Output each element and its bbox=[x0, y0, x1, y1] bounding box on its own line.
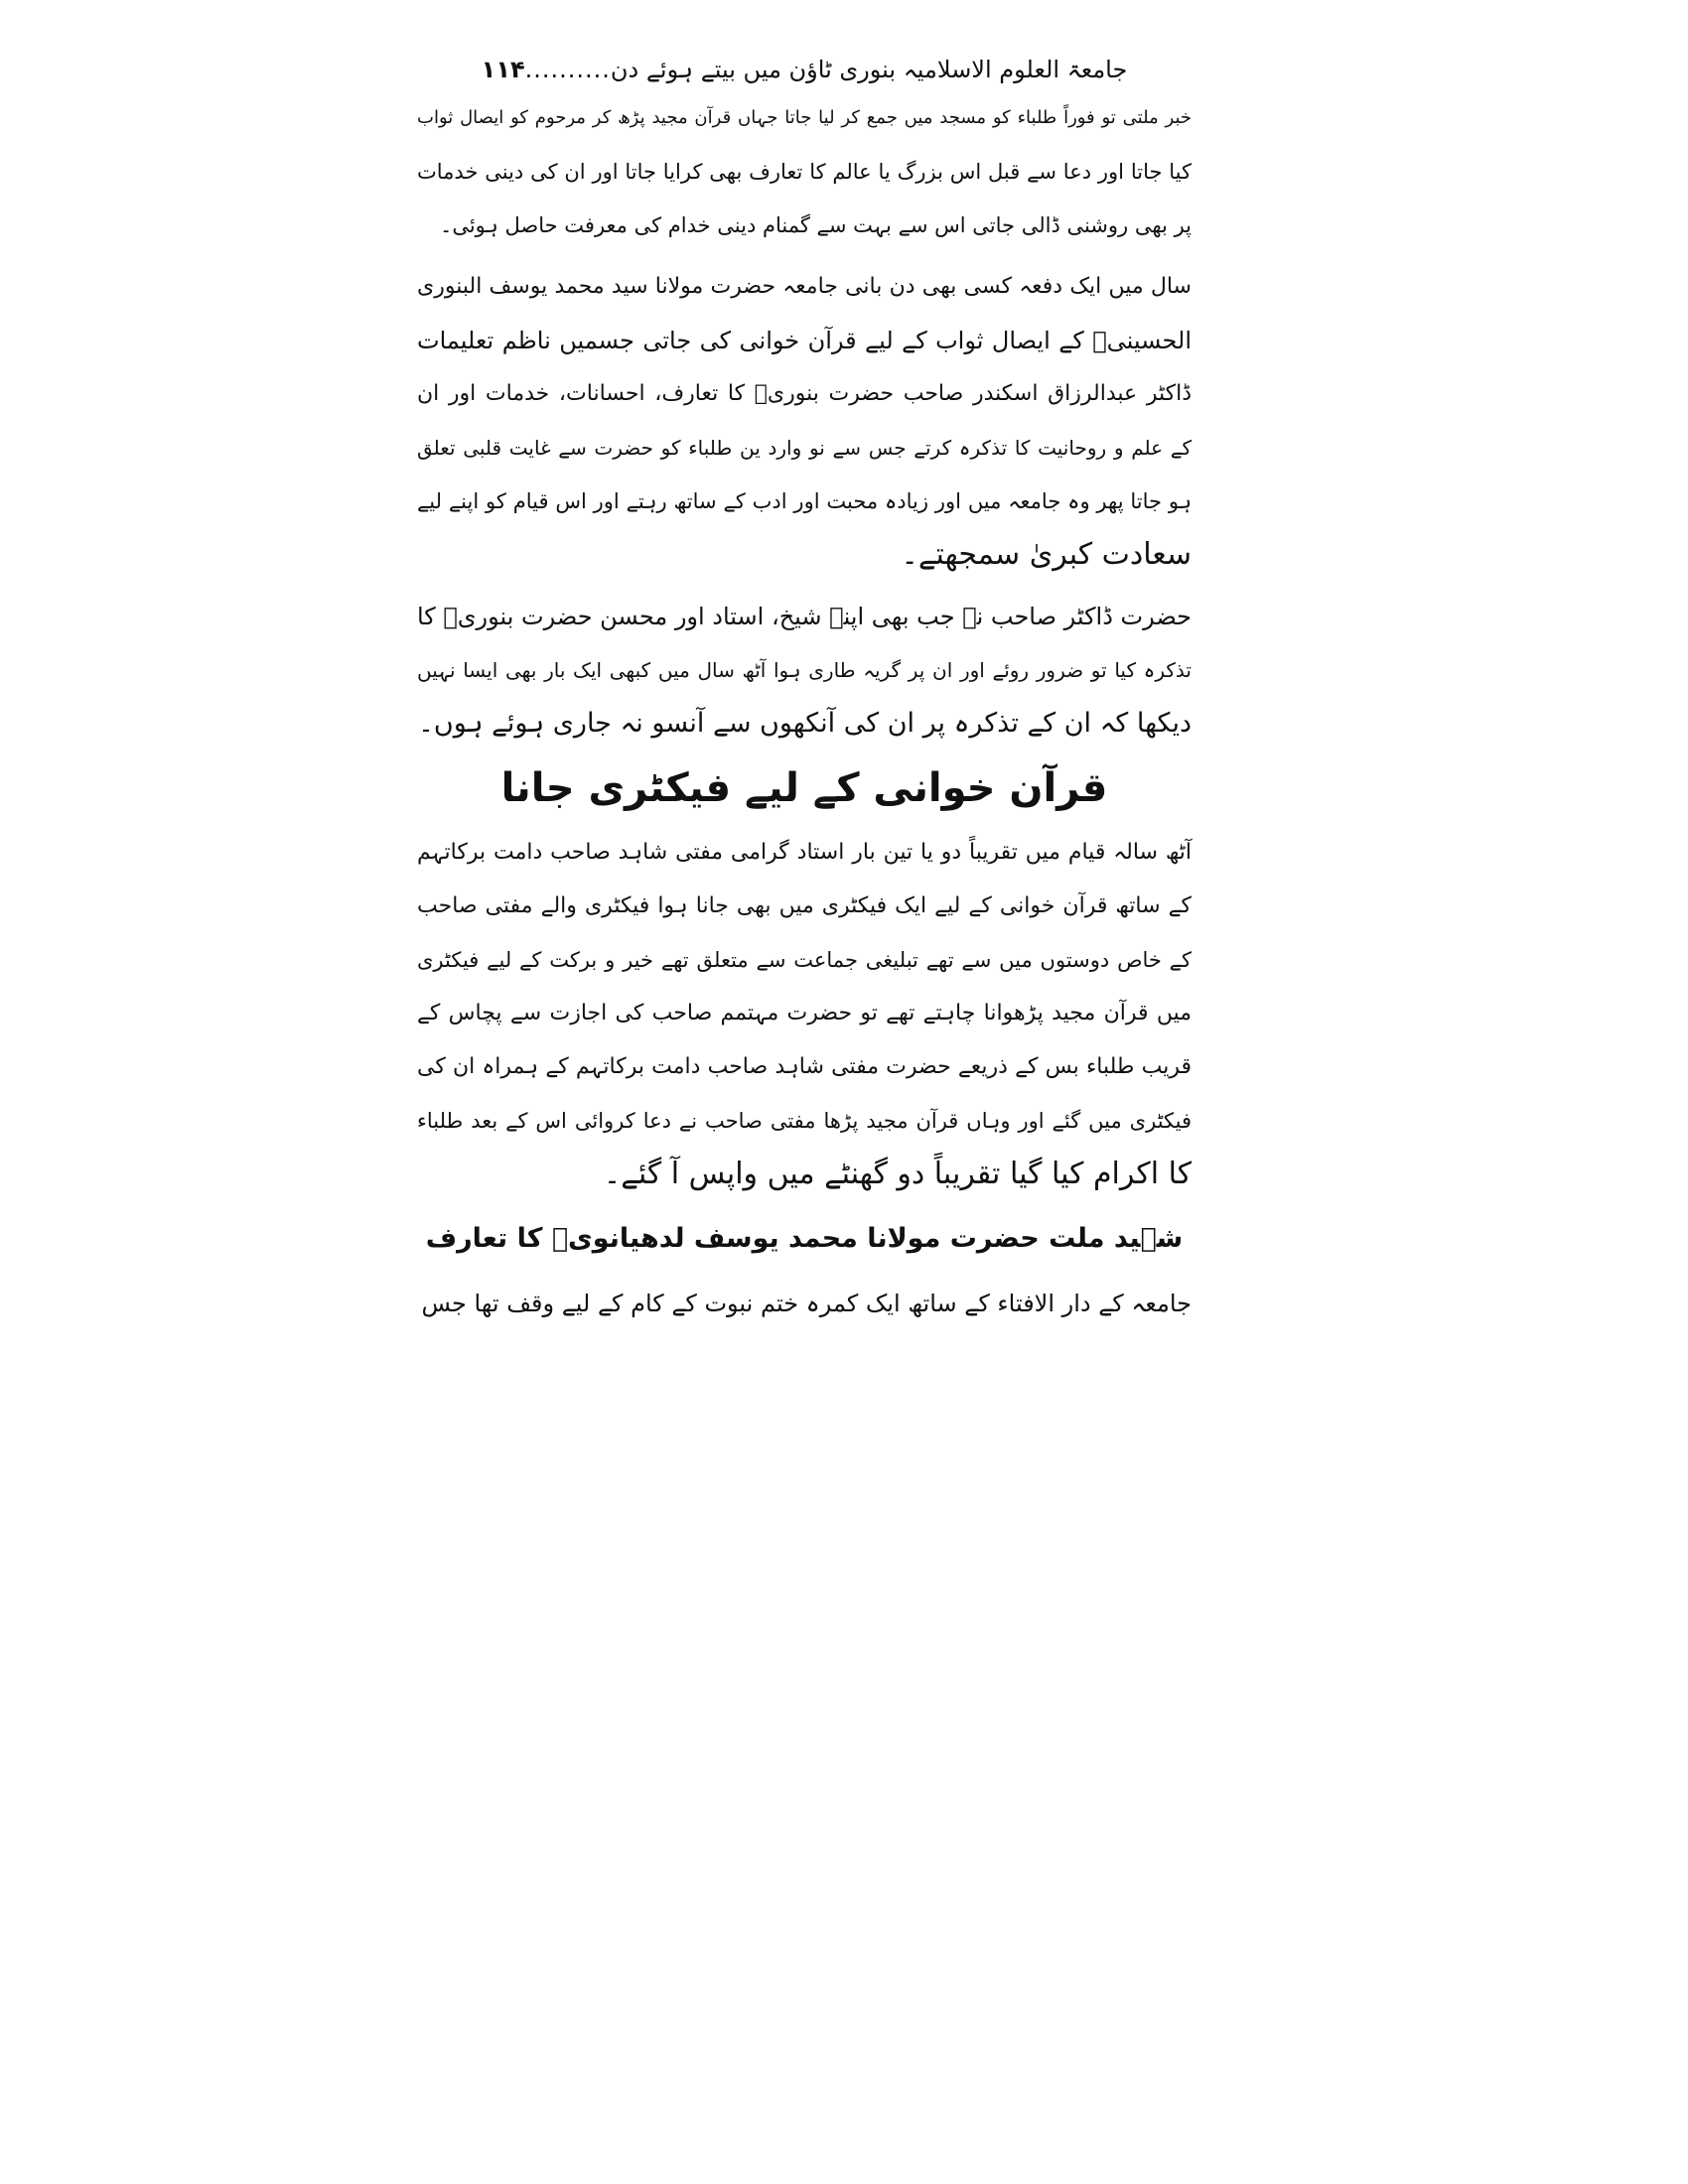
paragraph-line: کے خاص دوستوں میں سے تھے تبلیغی جماعت سے متعلق تھے خیر و برکت کے لیے فیکٹری bbox=[417, 948, 1192, 972]
paragraph-line: کا اکرام کیا گیا تقریباً دو گھنٹے میں واپس آ گئے۔ bbox=[603, 1157, 1192, 1191]
paragraph-line: میں قرآن مجید پڑھوانا چاہتے تھے تو حضرت مہتمم صاحب کی اجازت سے پچاس کے bbox=[417, 1001, 1192, 1025]
paragraph-5 bbox=[417, 1277, 1192, 1330]
paragraph-line: دیکھا کہ ان کے تذکرہ پر ان کی آنکھوں سے آنسو نہ جاری ہوئے ہوں۔ bbox=[418, 708, 1192, 739]
paragraph-line: پر بھی روشنی ڈالی جاتی اس سے بہت سے گمنام دینی خدام کی معرفت حاصل ہوئی۔ bbox=[440, 213, 1192, 237]
section-heading-factory: قرآن خوانی کے لیے فیکٹری جانا bbox=[500, 765, 1108, 811]
paragraph-line: حضرت ڈاکٹر صاحب نے جب بھی اپنے شیخ، استاد اور محسن حضرت بنوریؒ کا bbox=[416, 603, 1192, 630]
header-title: جامعۃ العلوم الاسلامیہ بنوری ٹاؤن میں بیتے ہوئے دن bbox=[610, 56, 1128, 83]
paragraph-line: قریب طلباء بس کے ذریعے حضرت مفتی شاہد صاحب دامت برکاتہم کے ہمراہ ان کی bbox=[417, 1054, 1192, 1079]
page-content bbox=[417, 50, 1192, 1330]
paragraph-line: کیا جاتا اور دعا سے قبل اس بزرگ یا عالم کا تعارف بھی کرایا جاتا اور ان کی دینی خدمات bbox=[417, 160, 1192, 184]
paragraph-line: سال میں ایک دفعہ کسی بھی دن بانی جامعہ حضرت مولانا سید محمد یوسف البنوری bbox=[417, 274, 1192, 299]
paragraph-line: ہو جاتا پھر وہ جامعہ میں اور زیادہ محبت اور ادب کے ساتھ رہتے اور اس قیام کو اپنے لیے bbox=[417, 489, 1192, 513]
running-header bbox=[417, 50, 1192, 89]
header-dots: .......... bbox=[524, 56, 611, 83]
section-heading-introduction: شہید ملت حضرت مولانا محمد یوسف لدھیانویؒ کا تعارف bbox=[425, 1223, 1184, 1254]
paragraph-line: خبر ملتی تو فوراً طلباء کو مسجد میں جمع کر لیا جاتا جہاں قرآن مجید پڑھ کر مرحوم کو ایصال ثواب bbox=[417, 107, 1192, 128]
paragraph-line: کے علم و روحانیت کا تذکرہ کرتے جس سے نو وارد ین طلباء کو حضرت سے غایت قلبی تعلق bbox=[417, 436, 1192, 460]
paragraph-2 bbox=[417, 260, 1192, 582]
paragraph-line: کے ساتھ قرآن خوانی کے لیے ایک فیکٹری میں بھی جانا ہوا فیکٹری والے مفتی صاحب bbox=[417, 893, 1192, 918]
paragraph-line: تذکرہ کیا تو ضرور روئے اور ان پر گریہ طاری ہوا آٹھ سال میں کبھی ایک بار بھی ایسا نہیں bbox=[417, 658, 1192, 682]
paragraph-line: ڈاکٹر عبدالرزاق اسکندر صاحب حضرت بنوریؒ کا تعارف، احسانات، خدمات اور ان bbox=[417, 381, 1192, 406]
page-number: ۱۱۴ bbox=[481, 56, 525, 83]
paragraph-line: الحسینیؒ کے ایصال ثواب کے لیے قرآن خوانی کی جاتی جسمیں ناظم تعلیمات bbox=[417, 327, 1192, 354]
paragraph-4 bbox=[417, 826, 1192, 1201]
paragraph-line: جامعہ کے دار الافتاء کے ساتھ ایک کمرہ ختم نبوت کے کام کے لیے وقف تھا جس bbox=[421, 1290, 1192, 1317]
paragraph-line: آٹھ سالہ قیام میں تقریباً دو یا تین بار استاد گرامی مفتی شاہد صاحب دامت برکاتہم bbox=[417, 840, 1192, 865]
paragraph-1 bbox=[417, 91, 1192, 252]
paragraph-line: فیکٹری میں گئے اور وہاں قرآن مجید پڑھا مفتی صاحب نے دعا کروائی اس کے بعد طلباء bbox=[417, 1109, 1192, 1133]
paragraph-line: سعادت کبریٰ سمجھتے۔ bbox=[901, 537, 1192, 572]
paragraph-3 bbox=[417, 590, 1192, 751]
